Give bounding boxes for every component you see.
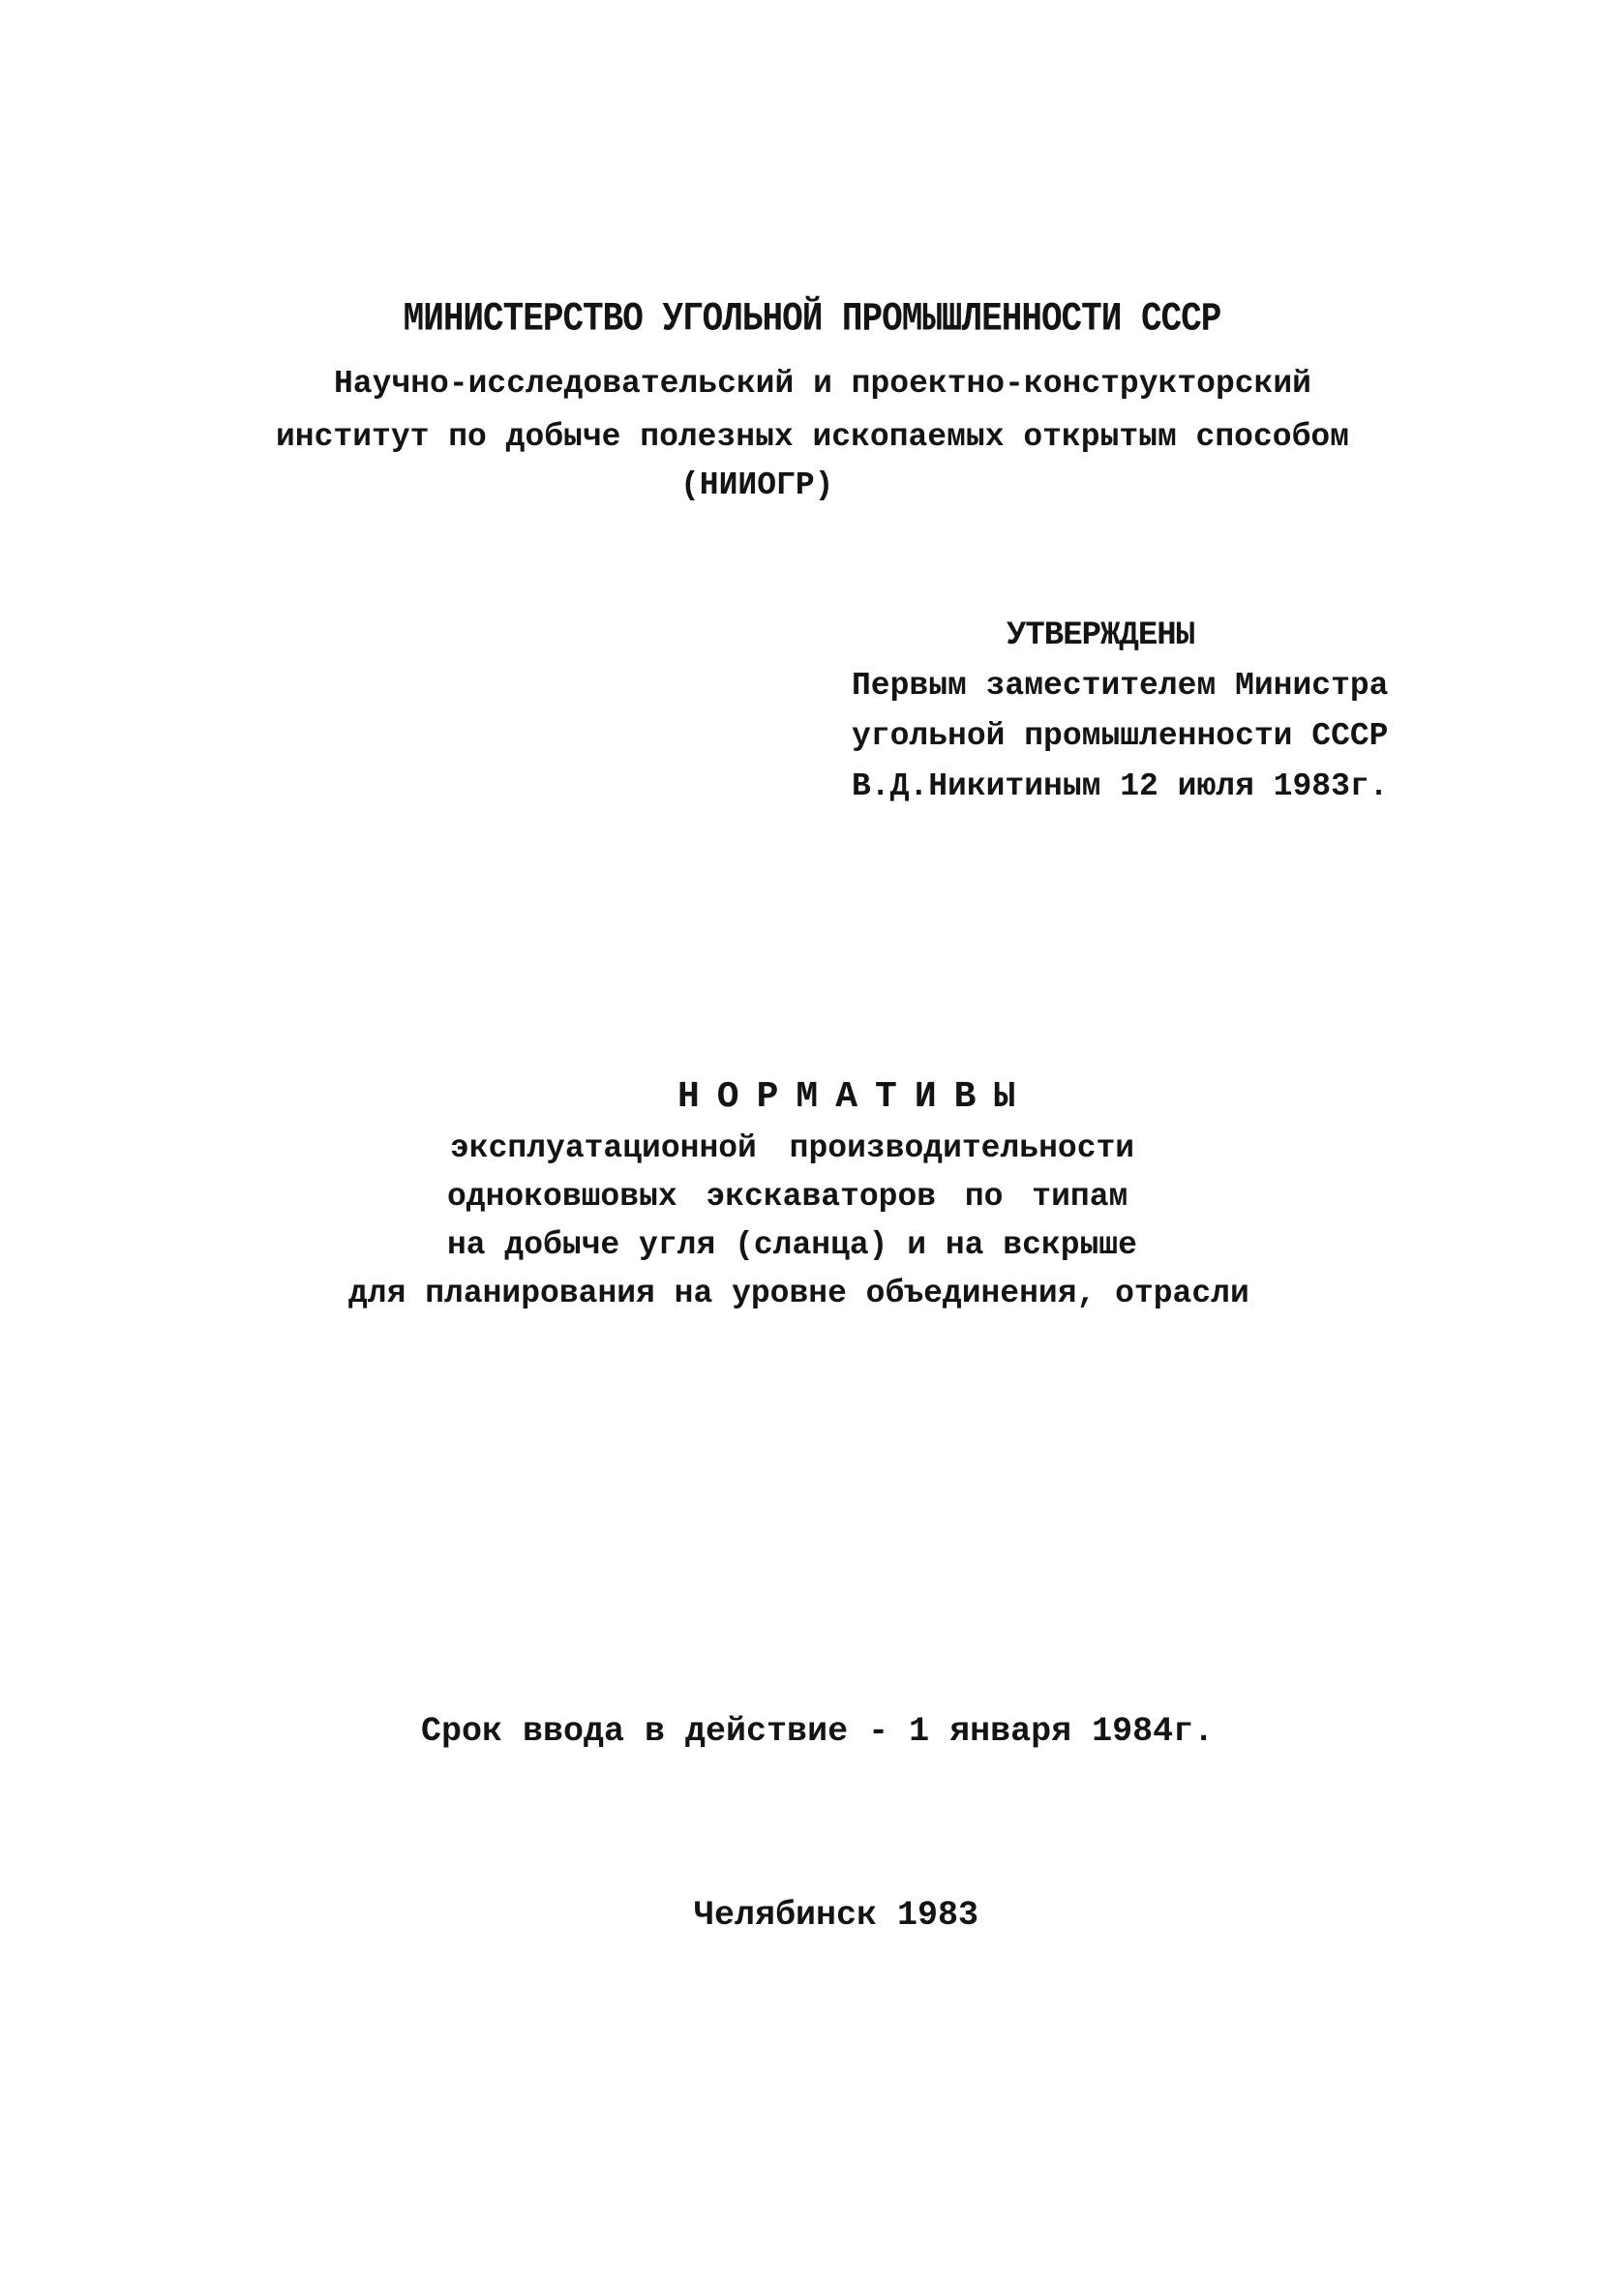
approval-line-2: угольной промышленности СССР	[852, 718, 1389, 754]
city-year: Челябинск 1983	[694, 1896, 979, 1935]
approval-line-1: Первым заместителем Министра	[852, 668, 1389, 704]
document-subtitle-line-2: одноковшовых экскаваторов по типам	[447, 1179, 1128, 1215]
document-subtitle-line-1: эксплуатационной производительности	[450, 1130, 1135, 1166]
document-subtitle-line-4: для планирования на уровне объединения, отрасли	[348, 1276, 1249, 1311]
institute-name-line-1: Научно-исследовательский и проектно-конструкторский	[334, 366, 1311, 402]
approval-line-3: В.Д.Никитиным 12 июля 1983г.	[852, 768, 1389, 804]
document-title: НОРМАТИВЫ	[677, 1076, 1034, 1118]
institute-abbreviation: (НИИОГР)	[680, 467, 834, 503]
approval-title: УТВЕРЖДЕНЫ	[1007, 617, 1195, 654]
effective-date: Срок ввода в действие - 1 января 1984г.	[421, 1712, 1215, 1751]
ministry-name: МИНИСТЕРСТВО УГОЛЬНОЙ ПРОМЫШЛЕННОСТИ СССР	[403, 295, 1221, 342]
document-subtitle-line-3: на добыче угля (сланца) и на вскрыше	[447, 1227, 1137, 1263]
institute-name-line-2: институт по добыче полезных ископаемых открытым способом	[276, 419, 1349, 455]
